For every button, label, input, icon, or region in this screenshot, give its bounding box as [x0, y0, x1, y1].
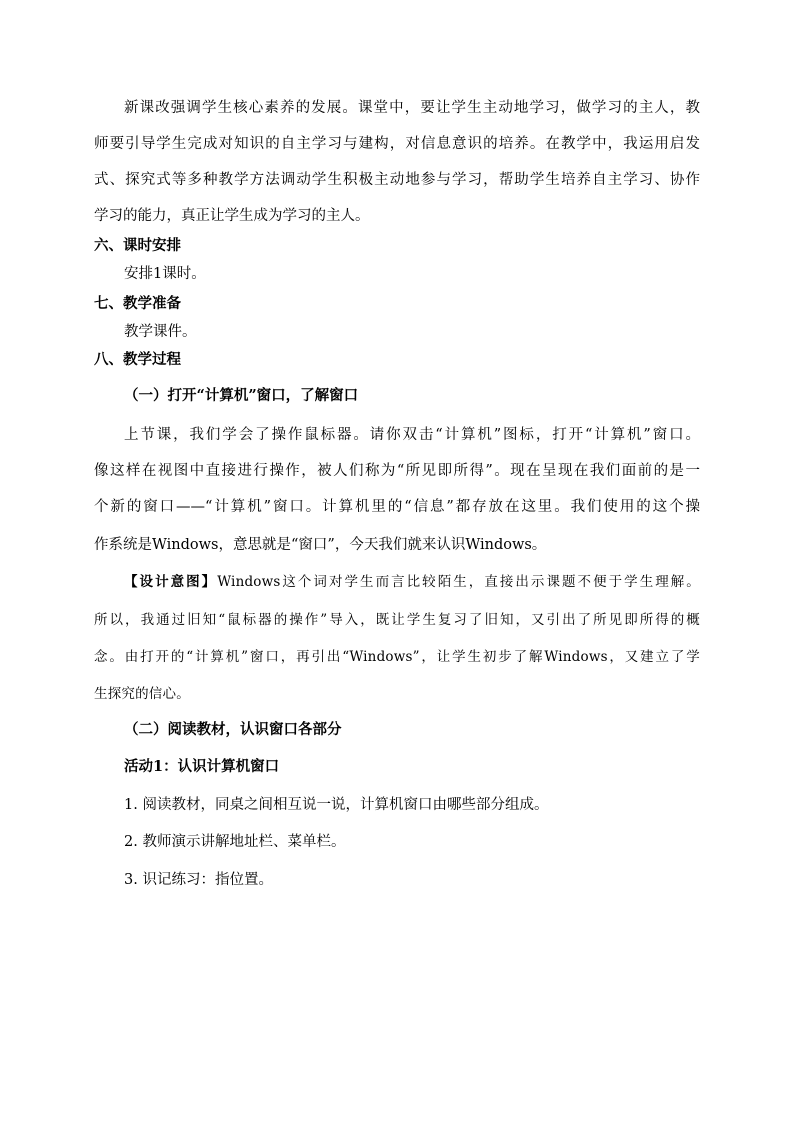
part2-title: （二）阅读教材，认识窗口各部分: [124, 721, 342, 738]
activity-step-2: 2. 教师演示讲解地址栏、菜单栏。: [124, 834, 346, 850]
design-note-line-2: 所以，我通过旧知“鼠标器的操作”导入，既让学生复习了旧知，又引出了所见即所得的概: [94, 612, 700, 628]
intro-line-3: 式、探究式等多种教学方法调动学生积极主动地参与学习，帮助学生培养自主学习、协作: [94, 172, 700, 188]
section-heading-process: 八、教学过程: [94, 351, 181, 368]
intro-line-2: 师要引导学生完成对知识的自主学习与建构，对信息意识的培养。在教学中，我运用启发: [94, 136, 700, 152]
section-heading-preparation: 七、教学准备: [94, 295, 181, 312]
section-content-preparation: 教学课件。: [124, 324, 197, 340]
section-content-schedule: 安排1课时。: [124, 266, 206, 282]
activity-step-3: 3. 识记练习：指位置。: [124, 872, 273, 888]
activity-step-1: 1. 阅读教材，同桌之间相互说一说，计算机窗口由哪些部分组成。: [124, 797, 549, 813]
design-note-label: 【设计意图】: [124, 574, 218, 590]
part1-title: （一）打开“计算机”窗口，了解窗口: [124, 387, 359, 404]
section-heading-schedule: 六、课时安排: [94, 237, 181, 254]
intro-line-1: 新课改强调学生核心素养的发展。课堂中，要让学生主动地学习，做学习的主人，教: [124, 100, 700, 116]
design-note-text-1: Windows这个词对学生而言比较陌生，直接出示课题不便于学生理解。: [217, 574, 700, 590]
design-note-line-3: 念。由打开的“计算机”窗口，再引出“Windows”，让学生初步了解Windows，又建立了学: [94, 649, 700, 665]
intro-line-4: 学习的能力，真正让学生成为学习的主人。: [94, 208, 370, 224]
part1-line-2: 像这样在视图中直接进行操作，被人们称为“所见即所得”。现在呈现在我们面前的是一: [94, 463, 700, 479]
activity-title: 活动1：认识计算机窗口: [124, 758, 280, 775]
part1-line-3: 个新的窗口——“计算机”窗口。计算机里的“信息”都存放在这里。我们使用的这个操: [94, 499, 700, 515]
part1-line-4: 作系统是Windows，意思就是“窗口”，今天我们就来认识Windows。: [94, 537, 547, 553]
part1-line-1: 上节课，我们学会了操作鼠标器。请你双击“计算机”图标，打开“计算机”窗口。: [124, 427, 700, 443]
design-note-line-4: 生探究的信心。: [94, 686, 190, 702]
design-note-line-1: [124, 572, 700, 592]
